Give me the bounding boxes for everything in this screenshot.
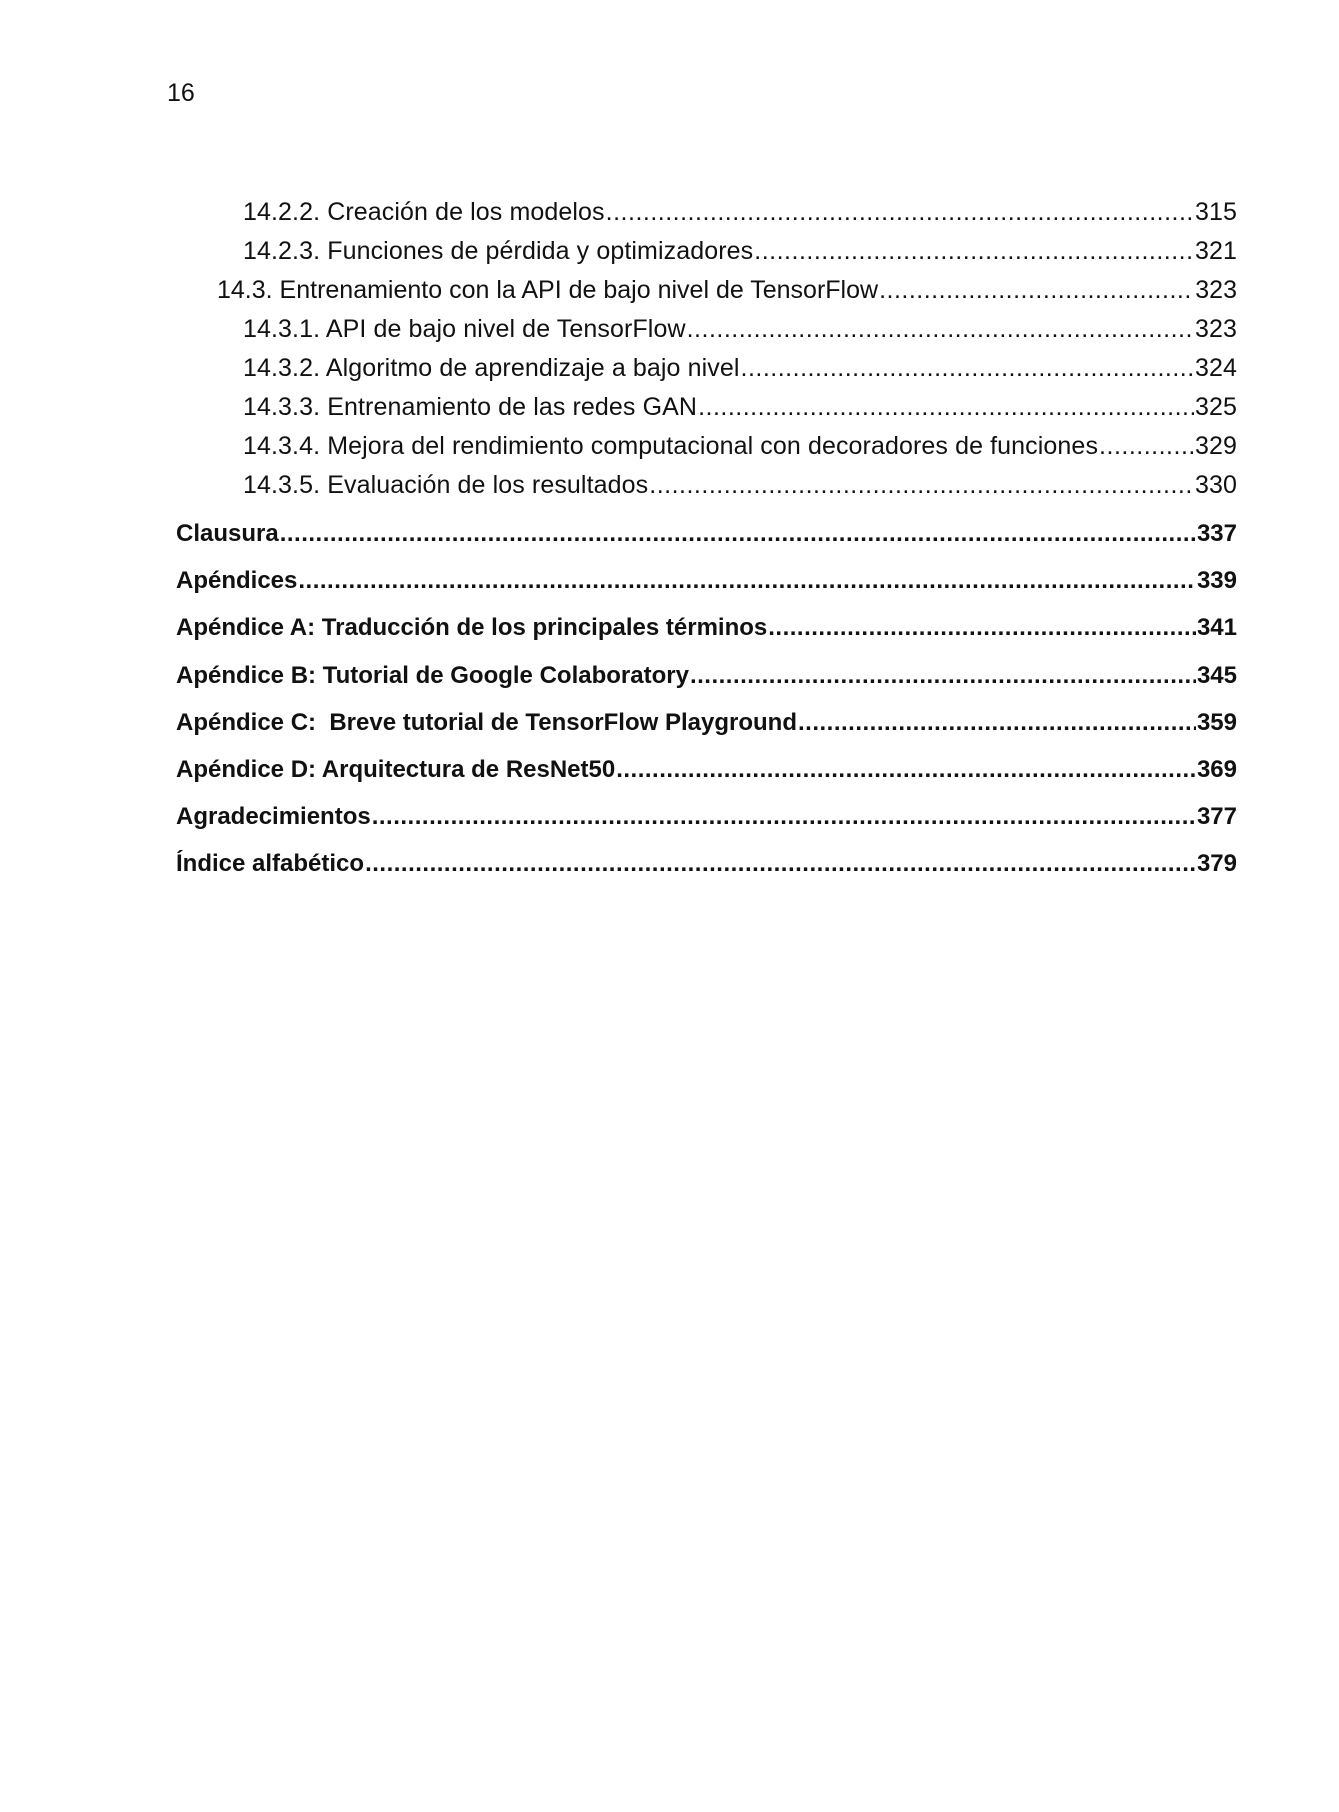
toc-entry-14-2-2[interactable] [243,198,1237,227]
toc-entry-apendices[interactable] [176,567,1237,595]
toc-entry-page: 321 [1194,237,1237,265]
toc-leader-dots [372,803,1196,831]
toc-entry-14-3-3[interactable] [243,393,1237,422]
toc-entry-title: 14.2.2. Creación de los modelos [243,198,605,226]
toc-leader-dots [280,520,1196,548]
toc-entry-title: 14.2.3. Funciones de pérdida y optimizadores [243,237,754,265]
toc-entry-title: 14.3.5. Evaluación de los resultados [243,471,649,499]
toc-entry-agradecimientos[interactable] [176,803,1237,831]
toc-entry-page: 315 [1194,198,1237,226]
toc-entry-page: 379 [1196,850,1237,877]
toc-leader-dots [798,709,1196,737]
toc-entry-14-3[interactable] [217,276,1237,305]
toc-entry-14-2-3[interactable] [243,237,1237,266]
toc-entry-title: 14.3. Entrenamiento con la API de bajo nivel de TensorFlow [217,276,879,304]
toc-entry-title: 14.3.1. API de bajo nivel de TensorFlow [243,315,686,343]
toc-leader-dots [365,850,1196,878]
toc-leader-dots [690,662,1196,690]
toc-entry-page: 323 [1195,276,1237,304]
toc-entry-page: 329 [1194,432,1237,460]
toc-entry-page: 324 [1194,354,1237,382]
toc-entry-clausura[interactable] [176,520,1237,548]
toc-entry-page: 323 [1194,315,1237,343]
toc-entry-page: 339 [1196,567,1237,594]
toc-leader-dots [298,567,1196,595]
toc-entry-title: Apéndice D: Arquitectura de ResNet50 [176,756,616,783]
toc-entry-14-3-5[interactable] [243,471,1237,500]
toc-entry-apendice-b[interactable] [176,662,1237,690]
toc-entry-apendice-c[interactable] [176,709,1237,737]
toc-leader-dots [754,237,1194,266]
toc-entry-page: 341 [1196,614,1237,641]
toc-entry-title: Clausura [176,520,279,547]
toc-leader-dots [741,354,1194,383]
toc-entry-title: Apéndices [176,567,298,594]
toc-entry-title: 14.3.4. Mejora del rendimiento computacional con decoradores de funciones [243,432,1099,460]
toc-entry-title: Apéndice A: Traducción de los principales términos [176,614,768,641]
toc-leader-dots [649,471,1194,500]
toc-entry-14-3-4[interactable] [243,432,1237,461]
toc-entry-page: 330 [1194,471,1237,499]
toc-entry-page: 377 [1196,803,1237,830]
toc-entry-page: 369 [1196,756,1237,783]
toc-entry-title: Apéndice B: Tutorial de Google Colaboratory [176,662,689,689]
toc-entry-indice-alfabetico[interactable] [176,850,1237,878]
toc-entry-title: 14.3.2. Algoritmo de aprendizaje a bajo nivel [243,354,740,382]
toc-entry-title: Apéndice C: Breve tutorial de TensorFlow Playground [176,709,797,736]
toc-entry-14-3-1[interactable] [243,315,1237,344]
toc-leader-dots [687,315,1194,344]
toc-entry-page: 359 [1196,709,1237,736]
toc-leader-dots [698,393,1194,422]
toc-leader-dots [616,756,1196,784]
toc-entry-title: Agradecimientos [176,803,371,830]
toc-entry-page: 345 [1196,662,1237,689]
toc-entry-page: 337 [1196,520,1237,547]
page-number: 16 [167,79,195,107]
toc-entry-apendice-d[interactable] [176,756,1237,784]
toc-leader-dots [768,614,1196,642]
toc-entry-14-3-2[interactable] [243,354,1237,383]
toc-entry-title: Índice alfabético [176,850,365,877]
toc-entry-apendice-a[interactable] [176,614,1237,642]
toc-entry-title: 14.3.3. Entrenamiento de las redes GAN [243,393,698,421]
toc-entry-page: 325 [1194,393,1237,421]
toc-leader-dots [606,198,1194,227]
toc-leader-dots [879,276,1194,305]
toc-leader-dots [1099,432,1194,461]
